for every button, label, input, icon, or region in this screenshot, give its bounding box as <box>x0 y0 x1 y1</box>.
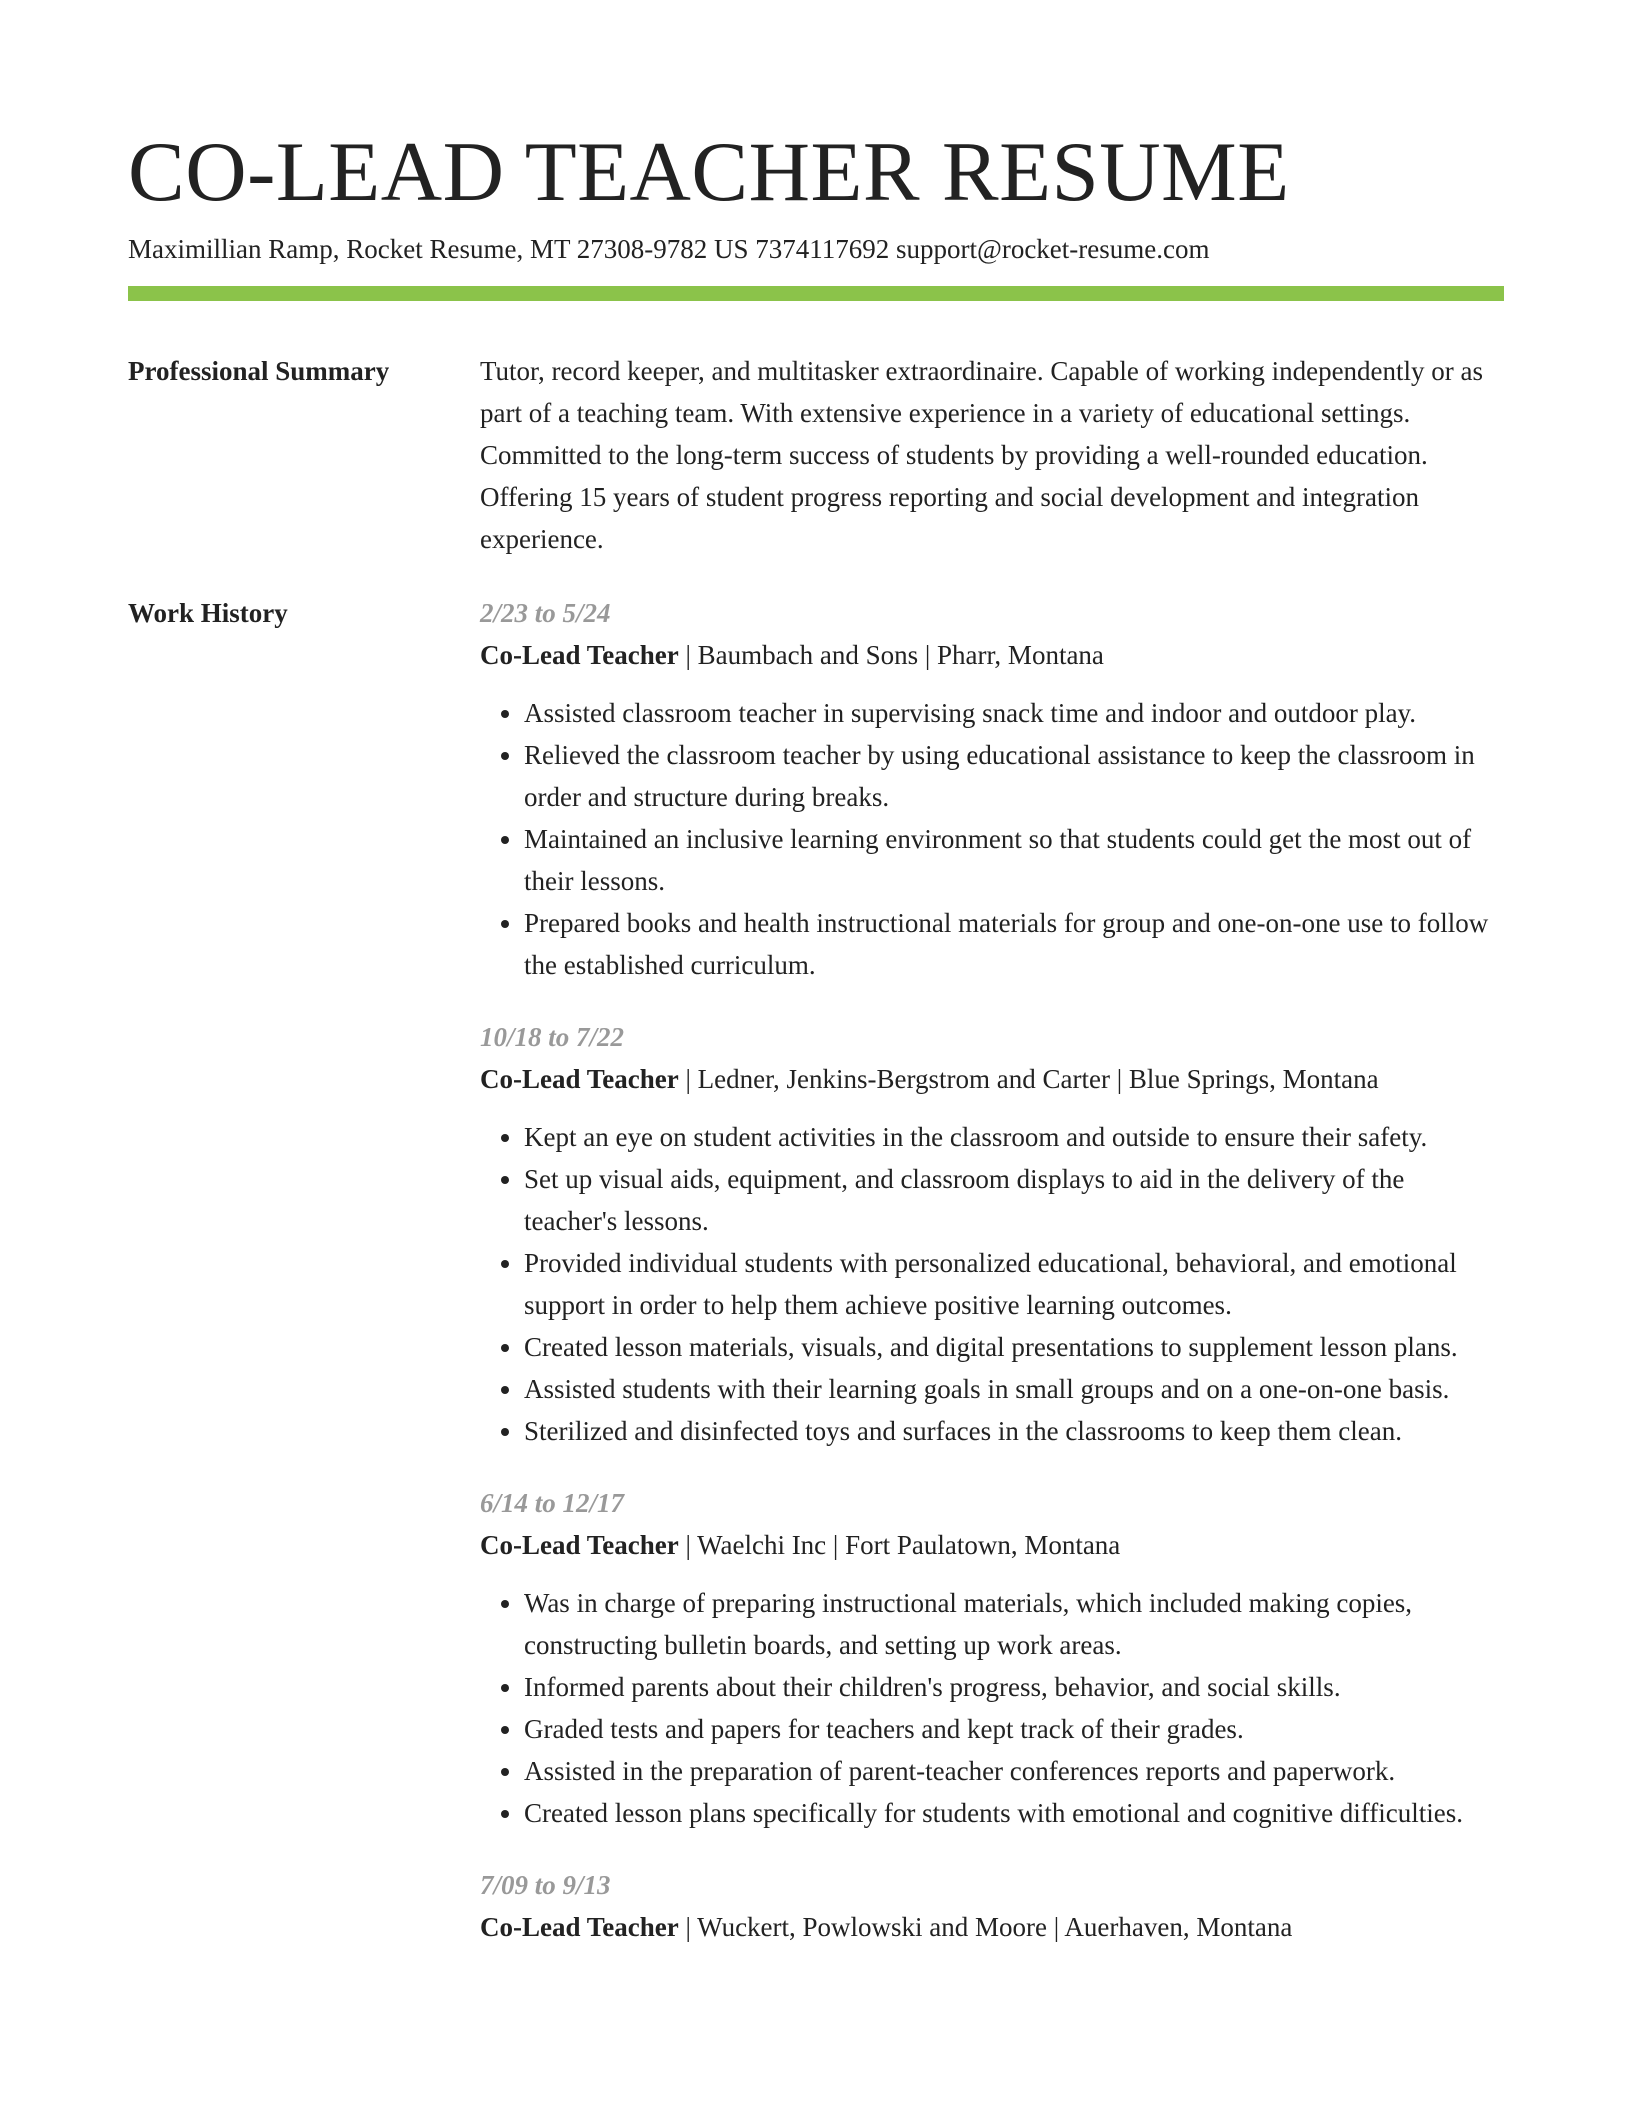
job-entry <box>480 1482 1504 1834</box>
job-entry <box>480 592 1504 986</box>
job-entry <box>480 1864 1504 1948</box>
summary-text: Tutor, record keeper, and multitasker extraordinaire. Capable of working independently or as part of a teaching team. With extensive experience in a variety of educational settings. Committed to the long-term success of students by providing a well-rounded education. Offering 15 years of student progress reporting and social development and integration experience. <box>480 356 1484 554</box>
job-details: | Ledner, Jenkins-Bergstrom and Carter | Blue Springs, Montana <box>678 1064 1379 1094</box>
job-title: Co-Lead Teacher <box>480 640 679 670</box>
job-bullet: • Was in charge of preparing instructional materials, which included making copies, constructing bulletin boards, and setting up work areas. <box>524 1582 1504 1666</box>
job-title: Co-Lead Teacher <box>480 1912 679 1942</box>
work-history-label: Work History <box>128 598 288 628</box>
job-details: | Baumbach and Sons | Pharr, Montana <box>678 640 1104 670</box>
job-bullet: • Set up visual aids, equipment, and classroom displays to aid in the delivery of the teacher's lessons. <box>524 1158 1504 1242</box>
job-bullet: • Maintained an inclusive learning environment so that students could get the most out of their lessons. <box>524 818 1504 902</box>
job-dates: 2/23 to 5/24 <box>480 598 611 628</box>
job-bullet-list <box>480 692 1504 986</box>
job-title: Co-Lead Teacher <box>480 1530 679 1560</box>
job-dates: 7/09 to 9/13 <box>480 1870 611 1900</box>
job-bullet: • Graded tests and papers for teachers and kept track of their grades. <box>524 1708 1504 1750</box>
job-dates: 10/18 to 7/22 <box>480 1022 625 1052</box>
job-bullet: • Informed parents about their children's progress, behavior, and social skills. <box>524 1666 1504 1708</box>
resume-title: CO-LEAD TEACHER RESUME <box>128 125 1290 219</box>
job-heading <box>480 1906 1504 1948</box>
header-divider <box>128 286 1504 301</box>
job-heading <box>480 1524 1504 1566</box>
job-bullet: • Prepared books and health instructional materials for group and one-on-one use to follow the established curriculum. <box>524 902 1504 986</box>
summary-label: Professional Summary <box>128 356 390 386</box>
job-bullet: • Relieved the classroom teacher by using educational assistance to keep the classroom in order and structure during breaks. <box>524 734 1504 818</box>
job-dates: 6/14 to 12/17 <box>480 1488 625 1518</box>
job-heading <box>480 634 1504 676</box>
job-bullet: • Provided individual students with personalized educational, behavioral, and emotional support in order to help them achieve positive learning outcomes. <box>524 1242 1504 1326</box>
job-title: Co-Lead Teacher <box>480 1064 679 1094</box>
job-heading <box>480 1058 1504 1100</box>
job-bullet: • Created lesson plans specifically for students with emotional and cognitive difficulties. <box>524 1792 1504 1834</box>
job-bullet: • Assisted students with their learning goals in small groups and on a one-on-one basis. <box>524 1368 1504 1410</box>
job-details: | Wuckert, Powlowski and Moore | Auerhaven, Montana <box>678 1912 1293 1942</box>
summary-body <box>480 350 1504 560</box>
job-bullet: • Assisted in the preparation of parent-teacher conferences reports and paperwork. <box>524 1750 1504 1792</box>
work-history-body <box>480 592 1504 1978</box>
job-bullet: • Kept an eye on student activities in the classroom and outside to ensure their safety. <box>524 1116 1504 1158</box>
job-bullet-list <box>480 1582 1504 1834</box>
job-entry <box>480 1016 1504 1452</box>
contact-line: Maximillian Ramp, Rocket Resume, MT 27308-9782 US 7374117692 support@rocket-resume.com <box>128 234 1210 264</box>
job-bullet: • Created lesson materials, visuals, and digital presentations to supplement lesson plans. <box>524 1326 1504 1368</box>
job-bullet: • Assisted classroom teacher in supervising snack time and indoor and outdoor play. <box>524 692 1504 734</box>
job-details: | Waelchi Inc | Fort Paulatown, Montana <box>678 1530 1121 1560</box>
job-bullet-list <box>480 1116 1504 1452</box>
job-bullet: • Sterilized and disinfected toys and surfaces in the classrooms to keep them clean. <box>524 1410 1504 1452</box>
